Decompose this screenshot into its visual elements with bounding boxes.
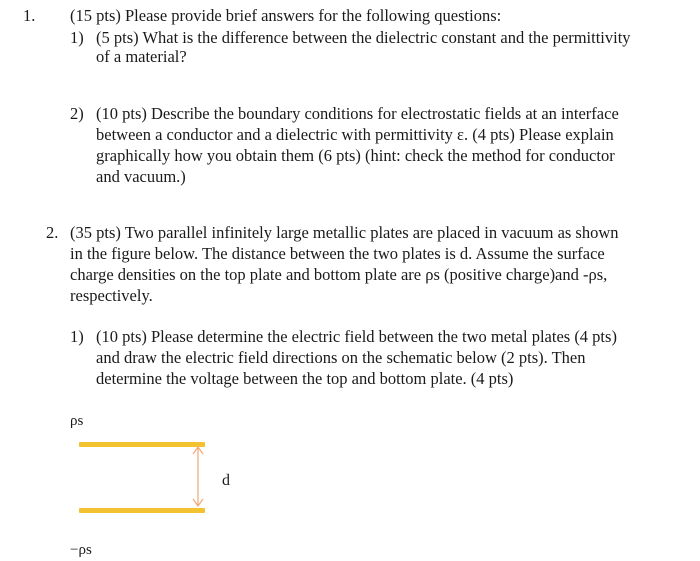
question-2-line-4: respectively. [70, 286, 153, 305]
question-1-part-2-line-3: graphically how you obtain them (6 pts) (hint: check the method for conductor [96, 146, 615, 165]
question-1-header: (15 pts) Please provide brief answers for the following questions: [70, 6, 502, 25]
question-2-line-1: (35 pts) Two parallel infinitely large metallic plates are placed in vacuum as shown [70, 223, 619, 242]
top-plate [79, 442, 205, 447]
top-plate-charge-label: ρs [70, 413, 84, 429]
question-2-line-2: in the figure below. The distance between the two plates is d. Assume the surface [70, 244, 605, 263]
question-1-part-2-number: 2) [70, 104, 84, 123]
question-2-line-3: charge densities on the top plate and bottom plate are ρs (positive charge)and -ρs, [70, 265, 608, 284]
question-2-part-1-line-1: (10 pts) Please determine the electric field between the two metal plates (4 pts) [96, 327, 617, 346]
question-2-part-1-number: 1) [70, 327, 84, 346]
bottom-plate-charge-label: −ρs [70, 542, 92, 558]
question-1-part-1-line-2: of a material? [96, 47, 187, 66]
question-1-part-2-line-2: between a conductor and a dielectric with permittivity ε. (4 pts) Please explain [96, 125, 614, 144]
question-1-part-2-line-4: and vacuum.) [96, 167, 186, 186]
question-1-number: 1. [23, 6, 36, 25]
question-1-part-1-number: 1) [70, 28, 84, 47]
distance-label: d [222, 472, 230, 489]
bottom-plate [79, 508, 205, 513]
question-1-part-2-line-1: (10 pts) Describe the boundary conditions for electrostatic fields at an interface [96, 104, 619, 123]
question-1-part-1-line-1: (5 pts) What is the difference between the dielectric constant and the permittivity [96, 28, 631, 47]
question-2-part-1-line-3: determine the voltage between the top and bottom plate. (4 pts) [96, 369, 514, 388]
question-2-part-1-line-2: and draw the electric field directions on the schematic below (2 pts). Then [96, 348, 586, 367]
distance-arrow [190, 444, 210, 510]
question-2-number: 2. [46, 223, 59, 242]
